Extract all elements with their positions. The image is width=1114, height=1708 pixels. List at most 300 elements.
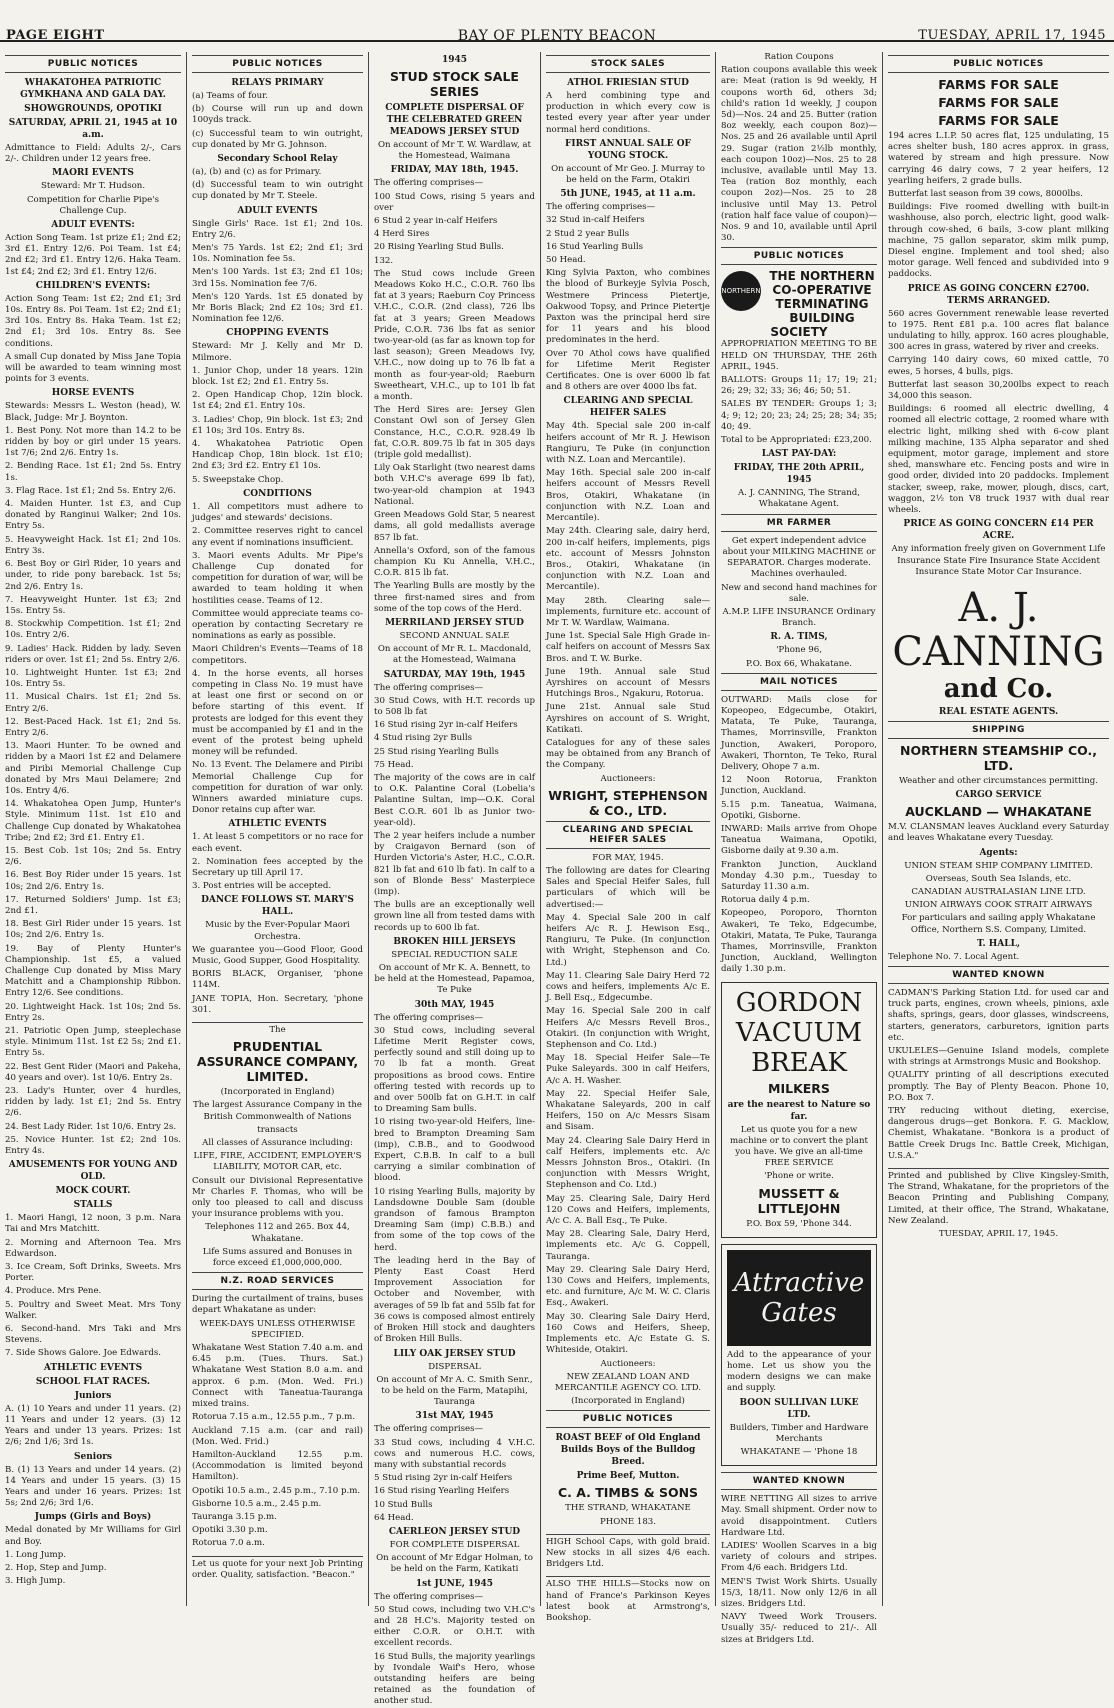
subheading: FRIDAY, THE 20th APRIL, 1945 bbox=[733, 463, 865, 486]
notice-text: Steward: Mr J. Kelly and Mr D. Milmore. bbox=[192, 341, 363, 363]
section-heading: MAIL NOTICES bbox=[721, 673, 877, 691]
event-item: 23. Lady's Hunter, over 4 hurdles, ridden by lady. 1st £1; 2nd 5s. Entry 2/6. bbox=[5, 1086, 181, 1119]
classified-item: TRY reducing without dieting, exercise, dangerous drugs—get Bonkora. F. G. Macklow, Chemist, Whakatane. "Bonkora is a product of Battle Creek Drugs Inc. Battle Creek, Michigan, U.S.A." bbox=[888, 1105, 1109, 1161]
notice-text: The Stud cows include Green Meadows Koko H.C., C.O.R. 760 lbs fat at 3 years; Raeburn Coy Princess V.H.C., C.O.R. (2nd class), 726 lbs fat at 3 years; Green Meadows Pride, C.O.R. 736 lbs fat as senior two-year-old (as far as known top for last season); Green Meadows Ivy, V.H.C., now doing up to 76 lb fat a month as four-year-old; Raeburn Sweetheart, V.H.C., up to 101 lb fat a month. bbox=[374, 268, 536, 403]
sale-date: 30th MAY, 1945 bbox=[414, 999, 495, 1010]
notice-text: 5 Stud rising 2yr in-calf Heifers bbox=[374, 1473, 513, 1484]
event-item: 22. Best Gent Rider (Maori and Pakeha, 40 years and over). 1st 10/6. Entry 2s. bbox=[5, 1061, 181, 1083]
section-heading: CLEARING AND SPECIAL HEIFER SALES bbox=[546, 821, 710, 849]
sale-item: May 24. Clearing Sale Dairy Herd in calf Heifers, implements etc. A/c Messrs Johnston Bros., Otakiri. (In conjunction with Messrs Wright, Stephenson and Co. Ltd.) bbox=[546, 1135, 710, 1191]
sale-item: May 11. Clearing Sale Dairy Herd 72 cows and heifers, implements A/c E. J. Bell Esq., Edgecumbe. bbox=[546, 970, 710, 1004]
notice-text: Medal donated by Mr Williams for Girl and Boy. bbox=[5, 1525, 181, 1547]
sale-item: May 24th. Clearing sale, dairy herd, 200 in-calf heifers, implements, pigs etc. account of Messrs Johnston Bros., Otakiri, Whakatane (in conjunction with N.Z. Loan and Mercantile). bbox=[546, 526, 710, 593]
advert-text: Let us quote you for a new machine or to convert the plant you have. We give an all-time FREE SERVICE bbox=[729, 1124, 869, 1169]
notice-text: 30 Stud cows, including several Lifetime Merit Register cows, perfectly sound and still doing up to 70 lb fat a month. Great propositions as brood cows. Entire offering tested with records up to and over 500lb fat on G.H.T. in calf to Dreaming Sam bulls. bbox=[374, 1025, 535, 1115]
sale-item: June 21st. Annual sale Stud Ayrshires on account of S. Wright, Katikati. bbox=[546, 702, 710, 735]
stall-item: 2. Morning and Afternoon Tea. Mrs Edwardson. bbox=[5, 1237, 181, 1259]
subheading: CONDITIONS bbox=[243, 488, 312, 499]
notice-text: Consult our Divisional Representative Mr Charles F. Thomas, who will be only too pleased to call and discuss your insurance problems with you. bbox=[192, 1175, 363, 1220]
masthead bbox=[0, 0, 1114, 42]
notice-text: SECOND ANNUAL SALE bbox=[399, 630, 510, 641]
notice-text: P.O. Box 66, Whakatane. bbox=[746, 658, 852, 669]
event-item: 11. Musical Chairs. 1st £1; 2nd 5s. Entry 2/6. bbox=[5, 692, 181, 714]
notice-text: 2. Committee reserves right to cancel any event if nominations insufficient. bbox=[192, 526, 363, 548]
column-gymkhana bbox=[0, 52, 186, 1606]
notice-text: Overseas, South Sea Islands, etc. bbox=[925, 873, 1072, 884]
dance-notice: DANCE FOLLOWS ST. MARY'S HALL. bbox=[201, 895, 354, 918]
notice-text: 132. bbox=[374, 255, 394, 266]
classified-item: NAVY Tweed Work Trousers. Usually 35/- reduced to 21/-. All sizes at Bridgers Ltd. bbox=[721, 1612, 877, 1645]
mail-time: Rotorua daily 4 p.m. bbox=[721, 895, 810, 906]
event-item: Men's 75 Yards. 1st £2; 2nd £1; 3rd 10s. Nomination fee 5s. bbox=[192, 243, 363, 265]
event-item: 7. Heavyweight Hunter. 1st £3; 2nd 15s. Entry 5s. bbox=[5, 594, 181, 616]
gates-advert bbox=[721, 1244, 877, 1466]
stall-item: 1. Maori Hangi, 12 noon, 3 p.m. Nara Tai and Mrs Matchitt. bbox=[5, 1213, 181, 1235]
imprint-date: TUESDAY, APRIL 17, 1945. bbox=[938, 1229, 1059, 1239]
notice-text: THE STRAND, WHAKATANE bbox=[565, 1503, 691, 1514]
advert-text: WHAKATANE — 'Phone 18 bbox=[740, 1447, 858, 1458]
section-heading: PUBLIC NOTICES bbox=[5, 55, 181, 73]
notice-text: 16 Stud Bulls, the majority yearlings by Ivondale Waif's Hero, whose outstanding heifers are being retained as the foundation of another stud. bbox=[374, 1651, 535, 1707]
subheading: CHOPPING EVENTS bbox=[226, 328, 329, 339]
notice-text: DISPERSAL bbox=[428, 1361, 481, 1372]
bus-time: Rotorua 7.0 a.m. bbox=[192, 1538, 265, 1549]
section-heading: PUBLIC NOTICES bbox=[888, 55, 1109, 73]
notice-text: Auctioneers: bbox=[600, 1358, 656, 1369]
notice-text: (d) Successful team to win outright cup donated by Mr T. Steele. bbox=[192, 180, 363, 202]
event-item: 2. Open Handicap Chop, 12in block. 1st £4; 2nd £1. Entry 10s. bbox=[192, 390, 363, 412]
subheading: Agents: bbox=[979, 847, 1018, 858]
notice-text: The offering comprises— bbox=[374, 1424, 484, 1435]
notice-text: The offering comprises— bbox=[546, 202, 656, 213]
notice-text: The offering comprises— bbox=[374, 1012, 484, 1023]
bus-time: Auckland 7.15 a.m. (car and rail) (Mon. Wed. Frid.) bbox=[192, 1425, 363, 1447]
subheading: BROKEN HILL JERSEYS bbox=[393, 936, 516, 947]
subheading: MOCK COURT. bbox=[55, 1186, 131, 1197]
subheading: STALLS bbox=[73, 1200, 113, 1211]
sale-item: May 25. Clearing Sale, Dairy Herd 120 Cows and Heifers, implements, A/c C. A. Ball Esq., Te Puke. bbox=[546, 1193, 710, 1227]
advert-text: are the nearest to Nature so far. bbox=[727, 1099, 871, 1122]
notice-text: 10 rising Yearling Bulls, majority by Landsdowne Double Sam (double grandson of famous Brampton Dreaming Sam (imp) C.B.B.) and from some of the top cows of the herd. bbox=[374, 1186, 535, 1253]
section-heading: WANTED KNOWN bbox=[721, 1472, 877, 1490]
notice-text: The Herd Sires are: Jersey Glen Constant Owl son of Jersey Glen Constance, H.C., C.O.R. 928.49 lb fat, C.O.R. 809.75 lb fat in 305 days (triple gold medallist). bbox=[374, 405, 535, 461]
section-heading: PUBLIC NOTICES bbox=[546, 1410, 710, 1428]
advert-title: GORDON VACUUM bbox=[735, 987, 863, 1048]
notice-text: FOR COMPLETE DISPERSAL bbox=[389, 1539, 520, 1550]
subheading: LAST PAY-DAY: bbox=[761, 449, 837, 460]
advert-title: FARMS FOR SALE bbox=[938, 113, 1059, 128]
subheading: Seniors bbox=[74, 1451, 112, 1462]
event-item: 5. Heavyweight Hack. 1st £1; 2nd 10s. Entry 3s. bbox=[5, 534, 181, 556]
advert-title: FARMS FOR SALE bbox=[938, 95, 1059, 110]
advert-title: C. A. TIMBS & SONS bbox=[557, 1485, 699, 1501]
event-item: 1. Best Pony. Not more than 14.2 to be ridden by boy or girl under 15 years. 1st 7/6; 2nd 2/6. Entry 1s. bbox=[5, 425, 181, 459]
sale-item: June 19th. Annual sale Stud Ayrshires on account of Messrs Hutchings Bros., Ngakuru, Rotorua. bbox=[546, 666, 710, 700]
bus-time: Hamilton-Auckland 12.55 p.m. (Accommodation is limited beyond Hamilton). bbox=[192, 1449, 363, 1483]
notice-text: The bulls are an exceptionally well grown line all from tested dams with records up to 600 lb fat. bbox=[374, 900, 535, 933]
sale-item: June 1st. Special Sale High Grade in-calf heifers on account of Messrs Sax Bros. and T. W. Burke. bbox=[546, 631, 710, 664]
event-item: 17. Returned Soldiers' Jump. 1st £3; 2nd £1. bbox=[5, 894, 181, 916]
classified-item: UKULELES—Genuine Island models, complete with strings at Armstrongs Music and Bookshop. bbox=[888, 1045, 1109, 1068]
advert-title: NORTHERN STEAMSHIP CO., LTD. bbox=[900, 742, 1097, 773]
notice-text: 32 Stud in-calf Heifers bbox=[546, 215, 645, 226]
notice-text: 1. Long Jump. bbox=[5, 1549, 66, 1560]
mail-time: 12 Noon Rotorua, Frankton Junction, Auckland. bbox=[721, 775, 877, 797]
subheading: Secondary School Relay bbox=[217, 154, 338, 165]
bus-time: Opotiki 3.30 p.m. bbox=[192, 1525, 268, 1536]
notice-text: (c) Successful team to win outright, cup donated by Mr G. Johnson. bbox=[192, 128, 363, 150]
notice-text: M.V. CLANSMAN leaves Auckland every Saturday and leaves Whakatane every Tuesday. bbox=[888, 822, 1109, 844]
notice-text: The largest Assurance Company in the British Commonwealth of Nations bbox=[193, 1100, 362, 1122]
notice-text: On account of Mr R. L. Macdonald, at the Homestead, Waimana bbox=[377, 644, 532, 666]
notice-text: 3. Post entries will be accepted. bbox=[192, 881, 332, 892]
event-item: 5. Sweepstake Chop. bbox=[192, 474, 284, 485]
mail-time: 5.15 p.m. Taneatua, Waimana, Opotiki, Gisborne. bbox=[721, 799, 877, 821]
notice-text: On account of Mr Geo. J. Murray to be held on the Farm, Otakiri bbox=[551, 163, 705, 186]
notice-text: 64 Head. bbox=[374, 1512, 414, 1523]
classified-item: QUALITY printing of all descriptions executed promptly. The Bay of Plenty Beacon. Phone 10, P.O. Box 7. bbox=[888, 1070, 1109, 1103]
notice-text: A.M.P. LIFE INSURANCE Ordinary Branch. bbox=[722, 606, 876, 629]
sale-item: May 29. Clearing Sale Dairy Herd, 130 Cows and Heifers, implements, etc. and furniture, A/c M. W. C. Claris Esq., Awakeri. bbox=[546, 1264, 710, 1309]
event-item: Men's 100 Yards. 1st £3; 2nd £1 10s; 3rd 15s. Nomination fee 7/6. bbox=[192, 267, 363, 289]
section-heading: PUBLIC NOTICES bbox=[721, 247, 877, 265]
notice-text: The offering comprises— bbox=[374, 1591, 484, 1602]
notice-text: (a) Teams of four. bbox=[192, 91, 268, 101]
notice-text: FOR MAY, 1945. bbox=[592, 852, 664, 863]
notice-text: 16 Stud rising 2yr in-calf Heifers bbox=[374, 720, 518, 731]
agent-name: R. A. TIMS, bbox=[770, 632, 828, 643]
event-item: 15. Best Cob. 1st 10s; 2nd 5s. Entry 2/6. bbox=[5, 845, 181, 868]
notice-text: ALSO THE HILLS—Stocks now on hand of France's Parkinson Keyes latest book at Armstrong's, Bookshop. bbox=[546, 1576, 710, 1624]
notice-text: 4 Herd Sires bbox=[374, 229, 430, 240]
notice-text: BORIS BLACK, Organiser, 'phone 114M. bbox=[192, 969, 363, 991]
agent-tagline: REAL ESTATE AGENTS. bbox=[938, 706, 1059, 717]
advert-title: MILKERS bbox=[768, 1080, 830, 1096]
subheading: ATHLETIC EVENTS bbox=[228, 819, 327, 830]
stall-item: 5. Poultry and Sweet Meat. Mrs Tony Walker. bbox=[5, 1299, 181, 1321]
sale-item: May 16th. Special sale 200 in-calf heifers account of Messrs Revell Bros, Otakiri, Whakatane (in conjunction with N.Z. Loan and Mercantile). bbox=[546, 468, 710, 524]
classified-item: LADIES' Woollen Scarves in a big variety of colours and stripes. From 4/6 each. Bridgers Ltd. bbox=[721, 1541, 877, 1574]
notice-text: Telephones 112 and 265. Box 44, Whakatane. bbox=[205, 1222, 350, 1244]
notice-text: WEEK-DAYS UNLESS OTHERWISE SPECIFIED. bbox=[199, 1318, 356, 1340]
bus-time: Tauranga 3.15 p.m. bbox=[192, 1511, 277, 1522]
notice-text: (a), (b) and (c) as for Primary. bbox=[192, 167, 322, 178]
event-item: Single Girls' Race. 1st £1; 2nd 10s. Entry 2/6. bbox=[192, 218, 363, 240]
notice-text: Telephone No. 7. Local Agent. bbox=[888, 951, 1020, 962]
notice-text: On account of Mr A. C. Smith Senr., to be held on the Farm, Matapihi, Tauranga bbox=[376, 1374, 533, 1408]
notice-text: Carrying 140 dairy cows, 60 mixed cattle, 70 ewes, 5 horses, 4 bulls, pigs. bbox=[888, 355, 1109, 377]
advert-text: Builders, Timber and Hardware Merchants bbox=[729, 1422, 869, 1444]
notice-text: 2 Stud 2 year Bulls bbox=[546, 228, 630, 239]
notice-text: Butterfat last season from 39 cows, 8000lbs. bbox=[888, 189, 1083, 200]
imprint: Printed and published by Clive Kingsley-Smith, The Strand, Whakatane, for the proprietors of the Beacon Printing and Publishing Company, Limited, at their office, The Strand, Whakatane, New Zealand. bbox=[888, 1168, 1109, 1227]
event-item: 3. Flag Race. 1st £1; 2nd 5s. Entry 2/6. bbox=[5, 485, 176, 496]
subheading: ADULT EVENTS: bbox=[51, 220, 135, 231]
classified-item: WIRE NETTING All sizes to arrive May. Small shipment. Order now to avoid disappointment. Cutlers Hardware Ltd. bbox=[721, 1494, 877, 1538]
notice-text: SALES BY TENDER: Groups 1; 3; 4; 9; 12; 20; 23; 24; 25; 28; 34; 35; 40; 49. bbox=[721, 399, 877, 432]
notice-text: JANE TOPIA, Hon. Secretary, 'phone 301. bbox=[192, 993, 363, 1015]
event-item: 21. Patriotic Open Jump, steeplechase style. Minimum 11st. 1st £2 5s; 2nd £1. Entry 5s. bbox=[5, 1026, 181, 1059]
notice-text: The offering comprises— bbox=[374, 178, 484, 189]
notice-text: During the curtailment of trains, buses depart Whakatane as under: bbox=[192, 1294, 363, 1316]
advert-title: BREAK bbox=[751, 1047, 847, 1078]
notice-text: The bbox=[269, 1025, 286, 1036]
sale-item: May 28th. Clearing sale—implements, furniture etc. account of Mr T. W. Wardlaw, Waimana. bbox=[546, 595, 710, 628]
notice-text: transacts bbox=[257, 1124, 298, 1135]
subheading: MAORI EVENTS bbox=[52, 168, 134, 179]
advert-text: ROAST BEEF of Old England Builds Boys of the Bulldog Breed. bbox=[555, 1433, 701, 1468]
event-item: 1. Junior Chop, under 18 years. 12in block. 1st £2; 2nd £1. Entry 5s. bbox=[192, 365, 363, 388]
sale-item: May 28. Clearing Sale, Dairy Herd, implements etc. A/c G. Coppell, Tauranga. bbox=[546, 1229, 710, 1262]
notice-text: Total to be Appropriated: £23,200. bbox=[721, 435, 872, 446]
notice-text: (Incorporated in England) bbox=[220, 1087, 335, 1098]
notice-text: 1. All competitors must adhere to judges' and stewards' decisions. bbox=[192, 501, 363, 524]
sale-date: SATURDAY, MAY 19th, 1945 bbox=[383, 669, 526, 680]
notice-text: B. (1) 13 Years and under 14 years. (2) 14 Years and under 15 years. (3) 15 Years and under 16 years. Prizes: 1st 5s; 2nd 2/6; 3rd 1/6. bbox=[5, 1464, 181, 1509]
sale-item: May 4th. Special sale 200 in-calf heifers account of Mr R. J. Hewison Rangiuru, Te Puke (in conjunction with N.Z. Loan and Mercantile). bbox=[546, 421, 710, 466]
section-heading: MR FARMER bbox=[721, 514, 877, 532]
notice-text: The following are dates for Clearing Sales and Special Heifer Sales, full particulars of which will be advertised:— bbox=[546, 865, 710, 910]
notice-text: Buildings: Five roomed dwelling with built-in washhouse, also porch, electric light, good walk-through cow-shed, 6 bails, 3-cow plant milking machine, 75 gallon separator, skim milk pump, Diesel engine. Implement and tool shed; also motor garage. Well fenced and subdivided into 9 paddocks. bbox=[888, 202, 1109, 280]
column-stock-sales bbox=[541, 52, 715, 1623]
notice-text: Ration coupons available this week are: Meat (ration is 9d weekly, H coupons worth 6d, others 3d; child's ration 1d weekly, J coupon 5d)—Nos. 24 and 25. Butter (ration 8oz weekly, each coupon 8oz)—Nos. 25 and 26 available until April 29. Sugar (ration 2½lb monthly, each coupon 10oz)—Nos. 25 to 28 inclusive, available until May 13. Tea (ration 8oz monthly, each coupon 2oz)—Nos. 25 to 28 inclusive until May 13. Petrol (ration half face value of coupon)—Nos. 9 and 10, available until April 30. bbox=[721, 65, 877, 244]
society-logo: NORTHERN bbox=[721, 271, 761, 311]
event-item: 4. Whakatohea Patriotic Open Handicap Chop, 18in block. 1st £10; 2nd £3; 3rd £2. Entry £1 10s. bbox=[192, 439, 363, 472]
event-item: 20. Lightweight Hack. 1st 10s; 2nd 5s. Entry 2s. bbox=[5, 1001, 181, 1023]
notice-text: Annella's Oxford, son of the famous champion Ku Ku Annella, V.H.C., C.O.R. 815 lb fat. bbox=[374, 545, 535, 579]
notice-text: Maori Children's Events—Teams of 18 competitors. bbox=[192, 644, 363, 666]
event-item: 12. Best-Paced Hack. 1st £1; 2nd 5s. Entry 2/6. bbox=[5, 716, 181, 738]
event-item: Men's 120 Yards. 1st £5 donated by Mr Boris Black; 2nd £2 10s; 3rd £1. Nomination fee 12/6. bbox=[192, 291, 363, 325]
notice-text: 1. At least 5 competitors or no race for each event. bbox=[192, 832, 363, 854]
section-title: STUD STOCK SALE SERIES bbox=[390, 69, 519, 99]
bus-time: Opotiki 10.5 a.m., 2.45 p.m., 7.10 p.m. bbox=[192, 1485, 361, 1496]
event-title: WHAKATOHEA PATRIOTIC GYMKHANA AND GALA DAY. bbox=[20, 78, 166, 100]
advert-title: MUSSETT & LITTLEJOHN bbox=[757, 1185, 841, 1216]
notice-text: Steward: Mr T. Hudson. bbox=[40, 181, 146, 192]
event-date: SATURDAY, APRIL 21, 1945 at 10 a.m. bbox=[8, 118, 178, 140]
column-farms-shipping bbox=[883, 52, 1114, 1606]
stall-item: 3. Ice Cream, Soft Drinks, Sweets. Mrs Porter. bbox=[5, 1262, 181, 1284]
notice-text: Committee would appreciate teams co-operation by contacting Secretary re nominations as early as possible. bbox=[192, 608, 363, 642]
subheading: ADULT EVENTS bbox=[237, 205, 318, 216]
advert-banner: Attractive Gates bbox=[727, 1250, 871, 1346]
event-item: 13. Maori Hunter. To be owned and ridden by a Maori 1st £2 and Delamere and Piribi Memorial Challenge Cup donated by Mrs Maui Delamere; 2nd 10s. Entry 4/6. bbox=[5, 741, 181, 796]
subheading: ATHLETIC EVENTS bbox=[43, 1362, 143, 1373]
section-heading: PUBLIC NOTICES bbox=[192, 55, 363, 73]
stall-item: 4. Produce. Mrs Pene. bbox=[5, 1286, 102, 1297]
building-society-advert bbox=[721, 269, 877, 339]
advert-title: FARMS FOR SALE bbox=[938, 77, 1059, 92]
mail-time: INWARD: Mails arrive from Ohope Taneatua Waimana, Opotiki, Gisborne daily at 9.30 a.m. bbox=[721, 823, 877, 857]
subheading: 1945 bbox=[441, 55, 468, 65]
notice-text: Get expert independent advice about your MILKING MACHINE or SEPARATOR. Charges moderate. Machines overhauled. bbox=[722, 535, 876, 580]
notice-text: Action Song Team: 1st £2; 2nd £1; 3rd 10s. Entry 8s. Poi Team. 1st £2; 2nd £1; 3rd 10s. Entry 8s. Haka Team. 1st £2; 2nd £1; 3rd 10s. Entry 8s. See conditions. bbox=[5, 293, 181, 349]
bus-time: Rotorua 7.15 a.m., 12.55 p.m., 7 p.m. bbox=[192, 1412, 356, 1423]
notice-text: 2. Hop, Step and Jump. bbox=[5, 1562, 107, 1573]
notice-text: On account of Mr Edgar Holman, to be held on the Farm, Katikati bbox=[376, 1553, 533, 1575]
sale-item: May 16. Special Sale 200 in calf Heifers A/c Messrs Revell Bros., Otakiri. (In conjunction with Wright, Stephenson and Co. Ltd.) bbox=[546, 1006, 710, 1051]
notice-text: UNION AIRWAYS COOK STRAIT AIRWAYS bbox=[904, 900, 1093, 911]
notice-text: No. 13 Event. The Delamere and Piribi Memorial Challenge Cup for competition for duration of war only. Winners awarded miniature cups. Donor retains cup after war. bbox=[192, 760, 363, 816]
advert-title: PRUDENTIAL ASSURANCE COMPANY, LIMITED. bbox=[196, 1039, 359, 1085]
event-item: 16. Best Boy Rider under 15 years. 1st 10s; 2nd 2/6. Entry 1s. bbox=[5, 870, 181, 892]
notice-text: 25 Stud rising Yearling Bulls bbox=[374, 746, 499, 757]
notice-text: The majority of the cows are in calf to O.K. Palantine Coral (Lobelia's Palantine Sultan, imp—O.K. Coral Best C.O.R. 601 lb as Junior two-year-old). bbox=[374, 772, 535, 828]
subheading: HORSE EVENTS bbox=[51, 388, 135, 399]
notice-text: 33 Stud cows, including 4 V.H.C. cows and numerous H.C. cows, many with substantial records bbox=[374, 1437, 535, 1470]
notice-text: 50 Stud cows, including two V.H.C's and 28 H.C's. Majority tested on either C.O.R. or O.H.T. with excellent records. bbox=[374, 1604, 535, 1649]
mail-time: Kopeopeo, Poroporo, Thornton Awakeri, Te Teko, Edgecumbe, Otakiri, Matata, Te Puke, Tauranga Thames, Morrinsville, Frankton Junction, Auckland, Wellington daily 1.30 p.m. bbox=[721, 908, 877, 975]
notice-text: PHONE 183. bbox=[600, 1516, 656, 1527]
notice-text: Catalogues for any of these sales may be obtained from any Branch of the Company. bbox=[546, 737, 710, 771]
notice-text: The offering comprises— bbox=[374, 682, 484, 693]
notice-text: 6 Stud 2 year in-calf Heifers bbox=[374, 216, 498, 227]
subheading: COMPLETE DISPERSAL OF THE CELEBRATED GREEN MEADOWS JERSEY STUD bbox=[385, 103, 524, 137]
sale-date: 31st MAY, 1945 bbox=[415, 1411, 494, 1422]
route-heading: AUCKLAND — WHAKATANE bbox=[905, 804, 1092, 820]
notice-text: A. (1) 10 Years and under 11 years. (2) 11 Years and under 12 years. (3) 12 Years and under 13 years. Prizes: 1st 2/6; 2nd 1/6; 3rd 1s. bbox=[5, 1403, 181, 1448]
agent-name: T. HALL, bbox=[976, 938, 1021, 949]
event-item: 24. Best Lady Rider. 1st 10/6. Entry 2s. bbox=[5, 1121, 177, 1132]
notice-text: 194 acres L.I.P. 50 acres flat, 125 undulating, 15 acres shelter bush, 180 acres approx. in grass, watered by stream and high pressure. Now carrying 46 dairy cows, 7 2 year heifers, 12 yearling heifers, 2 grade bulls. bbox=[888, 131, 1109, 186]
sale-item: May 18. Special Heifer Sale—Te Puke Saleyards. 300 in calf Heifers, A/c A. H. Washer. bbox=[546, 1053, 710, 1086]
notice-text: New and second hand machines for sale. bbox=[721, 582, 877, 604]
event-item: 19. Bay of Plenty Hunter's Championship. 1st £5, a valued Challenge Cup donated by Miss Mary Matchitt and a Championship Ribbon. Entry 12/6. See conditions. bbox=[5, 943, 181, 999]
notice-text: Stewards: Messrs L. Weston (head), W. Black, Judge: Mr J. Boynton. bbox=[5, 401, 181, 423]
advert-text: Add to the appearance of your home. Let us show you the modern designs we can make and supply. bbox=[727, 1349, 871, 1394]
event-item: 8. Stockwhip Competition. 1st £1; 2nd 10s. Entry 2/6. bbox=[5, 619, 181, 641]
stall-item: 6. Second-hand. Mrs Taki and Mrs Stevens. bbox=[5, 1324, 181, 1346]
society-name: THE NORTHERN CO-OPERATIVE TERMINATING BUILDING SOCIETY bbox=[769, 269, 875, 340]
advert-text: Prime Beef, Mutton. bbox=[576, 1471, 680, 1482]
notice-text: 16 Stud Yearling Bulls bbox=[546, 241, 644, 252]
auctioneer-name: WRIGHT, STEPHENSON & CO., LTD. bbox=[548, 787, 708, 818]
notice-text: 2. Nomination fees accepted by the Secretary up till April 17. bbox=[192, 856, 363, 878]
notice-text: 3. High Jump. bbox=[5, 1576, 66, 1587]
sale-date: 1st JUNE, 1945 bbox=[415, 1578, 494, 1589]
notice-text: 'Phone 96, bbox=[776, 645, 822, 656]
subheading: Ration Coupons bbox=[764, 52, 834, 62]
notice-text: (b) Course will run up and down 100yds track. bbox=[192, 104, 363, 126]
notice-text: BALLOTS: Groups 11; 17; 19; 21; 26; 29; 32; 33; 36; 46; 50; 51. bbox=[721, 375, 877, 397]
notice-text: Green Meadows Gold Star, 5 nearest dams, all gold medallists average 857 lb fat. bbox=[374, 510, 535, 543]
subheading: CHILDREN'S EVENTS: bbox=[35, 280, 151, 291]
notice-text: HIGH School Caps, with gold braid. New stocks in all sizes 4/6 each. Bridgers Ltd. bbox=[546, 1534, 710, 1571]
page-number: PAGE EIGHT bbox=[6, 28, 105, 43]
subheading: RELAYS PRIMARY bbox=[231, 78, 324, 88]
subheading: SCHOOL FLAT RACES. bbox=[35, 1376, 151, 1387]
notice-text: On account of Mr K. A. Bennett, to be held at the Homestead, Papamoa, Te Puke bbox=[374, 963, 535, 996]
subheading: CLEARING AND SPECIAL HEIFER SALES bbox=[563, 396, 693, 419]
stall-item: 7. Side Shows Galore. Joe Edwards. bbox=[5, 1348, 161, 1359]
notice-text: UNION STEAM SHIP COMPANY LIMITED. bbox=[904, 860, 1093, 871]
section-heading: WANTED KNOWN bbox=[888, 966, 1109, 984]
advert-text: 'Phone or write. bbox=[764, 1171, 834, 1182]
price-line: PRICE AS GOING CONCERN £2700. TERMS ARRANGED. bbox=[907, 283, 1090, 306]
auctioneer-name: NEW ZEALAND LOAN AND MERCANTILE AGENCY CO. LTD. bbox=[554, 1371, 702, 1393]
notice-text: 4 Stud rising 2yr Bulls bbox=[374, 733, 473, 744]
sale-item: May 4. Special Sale 200 in calf heifers A/c R. J. Hewison Esq., Rangiuru, Te Puke. (In conjunction with Wright, Stephenson and Co. Ltd.) bbox=[546, 912, 710, 968]
issue-date: TUESDAY, APRIL 17, 1945 bbox=[918, 28, 1106, 43]
event-item: 10. Lightweight Hunter. 1st £3; 2nd 10s. Entry 5s. bbox=[5, 667, 181, 690]
column-stud-stock bbox=[369, 52, 540, 1707]
event-item: 9. Ladies' Hack. Ridden by lady. Seven riders or over. 1st £1; 2nd 5s. Entry 2/6. bbox=[5, 643, 181, 665]
section-heading: N.Z. ROAD SERVICES bbox=[192, 1272, 363, 1290]
notice-text: The 2 year heifers include a number by Craigavon Bernard (son of Hurden Victoria's Aster, H.C., C.O.R. 821 lb fat and 610 lb fat). In calf to a son of Blonde Bess' Masterpiece (imp). bbox=[374, 830, 535, 897]
price-line: PRICE AS GOING CONCERN £14 PER ACRE. bbox=[903, 519, 1094, 542]
notice-text: CANADIAN AUSTRALASIAN LINE LTD. bbox=[911, 886, 1086, 897]
agent-logo: A. J. CANNING bbox=[892, 584, 1105, 675]
sale-item: May 22. Special Heifer Sale, Whakatane Saleyards, 200 in calf Heifers, 150 on A/c Messrs Sisam and Sisam. bbox=[546, 1088, 710, 1133]
advert-text: P.O. Box 59, 'Phone 344. bbox=[746, 1218, 852, 1229]
notice-text: Competition for Charlie Pipe's Challenge Cup. bbox=[26, 194, 160, 216]
notice-text: We guarantee you—Good Floor, Good Music, Good Supper, Good Hospitality. bbox=[192, 944, 363, 966]
notice-text: Admittance to Field: Adults 2/-, Cars 2/-. Children under 12 years free. bbox=[5, 143, 181, 165]
bus-time: Gisborne 10.5 a.m., 2.45 p.m. bbox=[192, 1498, 322, 1509]
notice-text: SPECIAL REDUCTION SALE bbox=[391, 949, 518, 960]
notice-text: 3. Maori events Adults. Mr Pipe's Challenge Cup donated for competition for duration of war, will be awarded to team holding it when hostilities cease. Teams of 12. bbox=[192, 550, 363, 606]
advert-title: BOON SULLIVAN LUKE LTD. bbox=[739, 1397, 859, 1420]
notice-text: Music by the Ever-Popular Maori Orchestra. bbox=[205, 920, 350, 942]
notice-text: Action Song Team. 1st prize £1; 2nd £2; 3rd £1. Entry 12/6. Poi Team. 1st £4; 2nd £2; 3rd £1. Entry 12/6. Haka Team. 1st £4; 2nd £2; 3rd £1. Entry 12/6. bbox=[5, 233, 181, 277]
notice-text: Let us quote for your next Job Printing order. Quality, satisfaction. "Beacon." bbox=[192, 1556, 363, 1581]
newspaper-name: BAY OF PLENTY BEACON bbox=[457, 28, 657, 44]
notice-text: A herd combining type and production in which every cow is tested every year after year under normal herd conditions. bbox=[546, 91, 710, 135]
classified-item: CADMAN'S Parking Station Ltd. for used car and truck parts, engines, crown wheels, pinions, axle shafts, springs, gears, door glasses, windscreens, starters, generators, carburetors, ignition parts etc. bbox=[888, 987, 1109, 1043]
notice-text: For particulars and sailing apply Whakatane Office, Northern S.S. Company, Limited. bbox=[901, 913, 1096, 935]
subheading: ATHOL FRIESIAN STUD bbox=[567, 78, 689, 88]
notice-text: 560 acres Government renewable lease reverted to 1975. Rent £81 p.a. 100 acres flat balance undulating to hilly, approx. 160 acres ploughable, 300 acres in grass, watered by river and creeks. bbox=[888, 308, 1109, 353]
notice-text: A small Cup donated by Miss Jane Topia will be awarded to team winning most points for 3 events. bbox=[5, 351, 181, 385]
notice-text: LIFE, FIRE, ACCIDENT, EMPLOYER'S LIABILITY, MOTOR CAR, etc. bbox=[193, 1151, 362, 1173]
notice-text: Buildings: 6 roomed all electric dwelling, 4 roomed all electric cottage, 2 roomed whare with electric light, milking shed with 6-cow plant milking machine, 135 Alpha separator and shed equipment, motor garage, implement and store shed, manswhare etc. Fencing posts and wire in good order, divided into 20 paddocks. Implement stacker, sweep, rake, mower, plough, discs, cart, waggon, 2½ ton V8 truck 1937 with dual rear wheels. bbox=[888, 404, 1109, 516]
notice-text: APPROPRIATION MEETING TO BE HELD ON THURSDAY, THE 26th APRIL, 1945. bbox=[721, 339, 877, 372]
notice-text: Over 70 Athol cows have qualified for Lifetime Merit Register Certificates. One is over 6000 lb fat and 8 others are over 4000 lbs fat. bbox=[546, 348, 710, 393]
notice-text: 100 Stud Cows, rising 5 years and over bbox=[374, 191, 535, 213]
event-item: 18. Best Girl Rider under 15 years. 1st 10s; 2nd 2/6. Entry 1s. bbox=[5, 919, 181, 941]
event-item: 6. Best Boy or Girl Rider, 10 years and under, to ride pony bareback. 1st 5s; 2nd 2/6. Entry 1s. bbox=[5, 559, 181, 592]
section-heading: STOCK SALES bbox=[546, 55, 710, 73]
notice-text: Weather and other circumstances permitting. bbox=[899, 775, 1098, 786]
event-item: 14. Whakatohea Open Jump, Hunter's Style. Minimum 11st. 1st £10 and Challenge Cup donated by Whakatohea Tribe; 2nd £2; 3rd £1. Entry £1. bbox=[5, 799, 181, 843]
sale-item: May 30. Clearing Sale Dairy Herd, 160 Cows and Heifers, Sheep, Implements etc. A/c Estate G. S. Whiteside, Otakiri. bbox=[546, 1311, 710, 1356]
notice-text: All classes of Assurance including: bbox=[202, 1138, 353, 1149]
column-notices bbox=[716, 52, 882, 1645]
subheading: MERRILAND JERSEY STUD bbox=[385, 617, 524, 628]
notice-text: On account of Mr T. W. Wardlaw, at the Homestead, Waimana bbox=[377, 140, 531, 162]
column-relays-prudential bbox=[187, 52, 368, 1606]
notice-text: Lily Oak Starlight (two nearest dams both V.H.C's average 699 lb fat), two-year-old champion at 1943 National. bbox=[374, 463, 535, 507]
notice-text: 10 Stud Bulls bbox=[374, 1499, 433, 1510]
sale-date: 5th JUNE, 1945, at 11 a.m. bbox=[560, 189, 696, 200]
section-heading: SHIPPING bbox=[888, 721, 1109, 739]
event-venue: SHOWGROUNDS, OPOTIKI bbox=[24, 104, 162, 114]
notice-text: 16 Stud rising Yearling Heifers bbox=[374, 1486, 510, 1497]
agent-logo: and Co. bbox=[943, 673, 1054, 704]
subheading: Juniors bbox=[74, 1390, 112, 1401]
notice-text: Butterfat last season 30,200lbs expect to reach 34,000 this season. bbox=[888, 379, 1109, 402]
subheading: CARGO SERVICE bbox=[955, 790, 1042, 801]
subheading: CAERLEON JERSEY STUD bbox=[388, 1526, 521, 1537]
notice-text: The Yearling Bulls are mostly by the three first-named sires and from some of the top cows of the Herd. bbox=[374, 581, 535, 614]
notice-text: Life Sums assured and Bonuses in force exceed £1,000,000,000. bbox=[202, 1246, 353, 1269]
notice-text: A. J. CANNING, The Strand, Whakatane Agent. bbox=[737, 488, 861, 510]
event-item: 3. Ladies' Chop, 9in block. 1st £3; 2nd £1 10s; 3rd 10s. Entry 8s. bbox=[192, 414, 363, 436]
event-item: 2. Bending Race. 1st £1; 2nd 5s. Entry 1s. bbox=[5, 461, 181, 483]
event-item: 4. Maiden Hunter. 1st £3, and Cup donated by Ranginui Walker; 2nd 10s. Entry 5s. bbox=[5, 499, 181, 532]
notice-text: 20 Rising Yearling Stud Bulls. bbox=[374, 242, 504, 253]
